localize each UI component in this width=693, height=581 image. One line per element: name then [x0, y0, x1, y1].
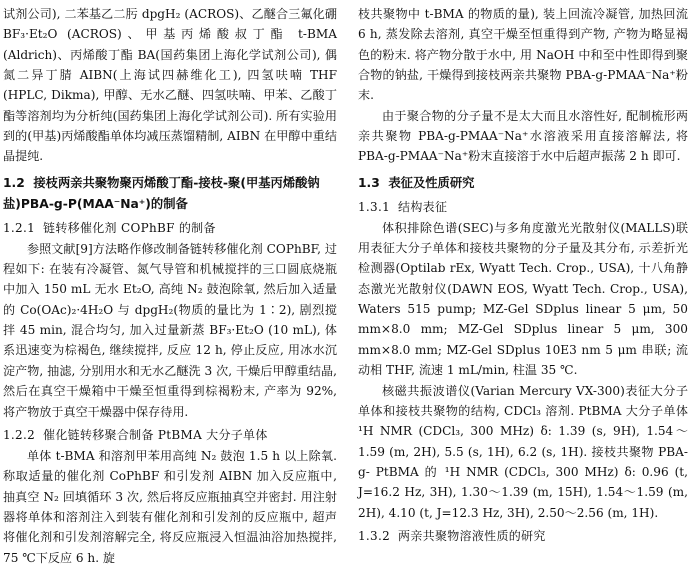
subsection-number: 1.2.1 — [3, 220, 36, 235]
subsection-1-3-2-heading — [358, 526, 688, 546]
nmr-paragraph: 核磁共振波谱仪(Varian Mercury VX-300)表征大分子单体和接枝共聚物的结构, CDCl₃ 溶剂. PtBMA 大分子单体 ¹H NMR (CDCl₃, 300 MHz) δ: 1.39 (s, 9H), 1.54～1.59 (m, 2H), 5.5 (s, 1H), 6.2 (s, 1H). 接枝共聚物 PBA-g- PtBMA 的 ¹H NMR (CDCl₃, 300 MHz) δ: 0.96 (t, J=16.2 Hz, 3H), 1.30～1.39 (m, 15H), 1.54～1.59 (m, 2H), 4.10 (t, J=12.3 Hz, 3H), 2.50～2.56 (m, 1H). — [358, 383, 688, 520]
continuation-paragraph: 枝共聚物中 t-BMA 的物质的量), 装上回流冷凝管, 加热回流 6 h, 蒸发除去溶剂, 真空干燥至恒重得到产物, 产物为略显褐色的粉末. 将产物分散于水中, 用 NaOH 中和至中性即得到聚合物的钠盐, 干燥得到接枝两亲共聚物 PBA-g-PMAA⁻Na⁺粉末. — [358, 7, 688, 103]
subsection-1-2-1-heading — [3, 218, 337, 238]
intro-paragraph: 试剂公司), 二苯基乙二肟 dpgH₂ (ACROS)、乙醚合三氟化硼 BF₃·Et₂O (ACROS)、甲基丙烯酸叔丁酯 t-BMA (Aldrich)、丙烯酸丁酯 BA(国药集团上海化学试剂公司), 偶氮二异丁腈 AIBN(上海试四赫维化工), 四氢呋喃 THF (HPLC, Dikma), 甲醇、无水乙醚、四氢呋喃、甲苯、乙酸丁酯等溶剂均为分析纯(国药集团上海化学试剂公司). 所有实验用到的(甲基)丙烯酸酯单体均减压蒸馏精制, AIBN 在甲醇中重结晶提纯. — [3, 7, 337, 164]
subsection-title: 结构表征 — [398, 199, 448, 214]
subsection-1-3-1-heading — [358, 197, 688, 217]
solution-prep-paragraph: 由于聚合物的分子量不是太大而且水溶性好, 配制梳形两亲共聚物 PBA-g-PMAA⁻Na⁺水溶液采用直接溶解法, 将 PBA-g-PMAA⁻Na⁺粉末直接溶于水中后超声振荡 2 h 即可. — [358, 108, 688, 164]
section-number: 1.3 — [358, 175, 380, 190]
subsection-number: 1.3.2 — [358, 528, 391, 543]
section-title: 接枝两亲共聚物聚丙烯酸丁酯-接枝-聚(甲基丙烯酸钠盐)PBA-g-P(MAA⁻Na⁺)的制备 — [3, 175, 320, 211]
right-column — [358, 4, 688, 547]
section-title: 表征及性质研究 — [388, 175, 475, 190]
left-column — [3, 4, 337, 568]
subsection-number: 1.2.2 — [3, 427, 36, 442]
catalyst-prep-paragraph: 参照文献[9]方法略作修改制备链转移催化剂 COPhBF, 过程如下: 在装有冷凝管、氮气导管和机械搅拌的三口圆底烧瓶中加入 150 mL 无水 Et₂O, 高纯 N₂ 鼓泡除氧, 然后加入适量的 Co(OAc)₂·4H₂O 与 dpgH₂(物质的量比为 1∶2), 剧烈搅拌 45 min, 混合均匀, 加入过量新蒸 BF₃·Et₂O (10 mL), 体系迅速变为棕褐色, 继续搅拌, 反应 12 h, 停止反应, 用冰水沉淀产物, 抽滤, 分别用水和无水乙醚洗 3 次, 干燥后甲醇重结晶, 然后在真空干燥箱中干燥至恒重得到棕褐粉末, 产率为 92%, 将产物放于真空干燥器中保存待用. — [3, 241, 337, 419]
subsection-1-2-2-heading — [3, 425, 337, 445]
section-number: 1.2 — [3, 175, 25, 190]
subsection-title: 链转移催化剂 COPhBF 的制备 — [43, 220, 216, 235]
section-1-3-heading — [358, 173, 688, 194]
subsection-title: 催化链转移聚合制备 PtBMA 大分子单体 — [43, 427, 268, 442]
section-1-2-heading — [3, 173, 337, 215]
subsection-number: 1.3.1 — [358, 199, 391, 214]
macromonomer-prep-paragraph: 单体 t-BMA 和溶剂甲苯用高纯 N₂ 鼓泡 1.5 h 以上除氧. 称取适量的催化剂 CoPhBF 和引发剂 AIBN 加入反应瓶中, 抽真空 N₂ 回填循环 3 次, 然后将反应瓶抽真空并密封. 用注射器将单体和溶剂注入到装有催化剂和引发剂的反应瓶中, 超声将催化剂和引发剂溶解完全, 将反应瓶浸入恒温油浴加热搅拌, 75 ℃下反应 6 h. 旋 — [3, 448, 337, 565]
sec-malls-paragraph: 体积排除色谱(SEC)与多角度激光光散射仪(MALLS)联用表征大分子单体和接枝共聚物的分子量及其分布, 示差折光检测器(Optilab rEx, Wyatt Tech. Crop., USA), 十八角静态激光光散射仪(DAWN EOS, Wyatt Tech. Crop., USA), Waters 515 pump; MZ-Gel SDplus linear 5 μm, 50 mm×8.0 mm; MZ-Gel SDplus linear 5 μm, 300 mm×8.0 mm; MZ-Gel SDplus 10E3 nm 5 μm 串联; 流动相 THF, 流速 1 mL/min, 柱温 35 ℃. — [358, 220, 688, 378]
subsection-title: 两亲共聚物溶液性质的研究 — [398, 528, 546, 543]
